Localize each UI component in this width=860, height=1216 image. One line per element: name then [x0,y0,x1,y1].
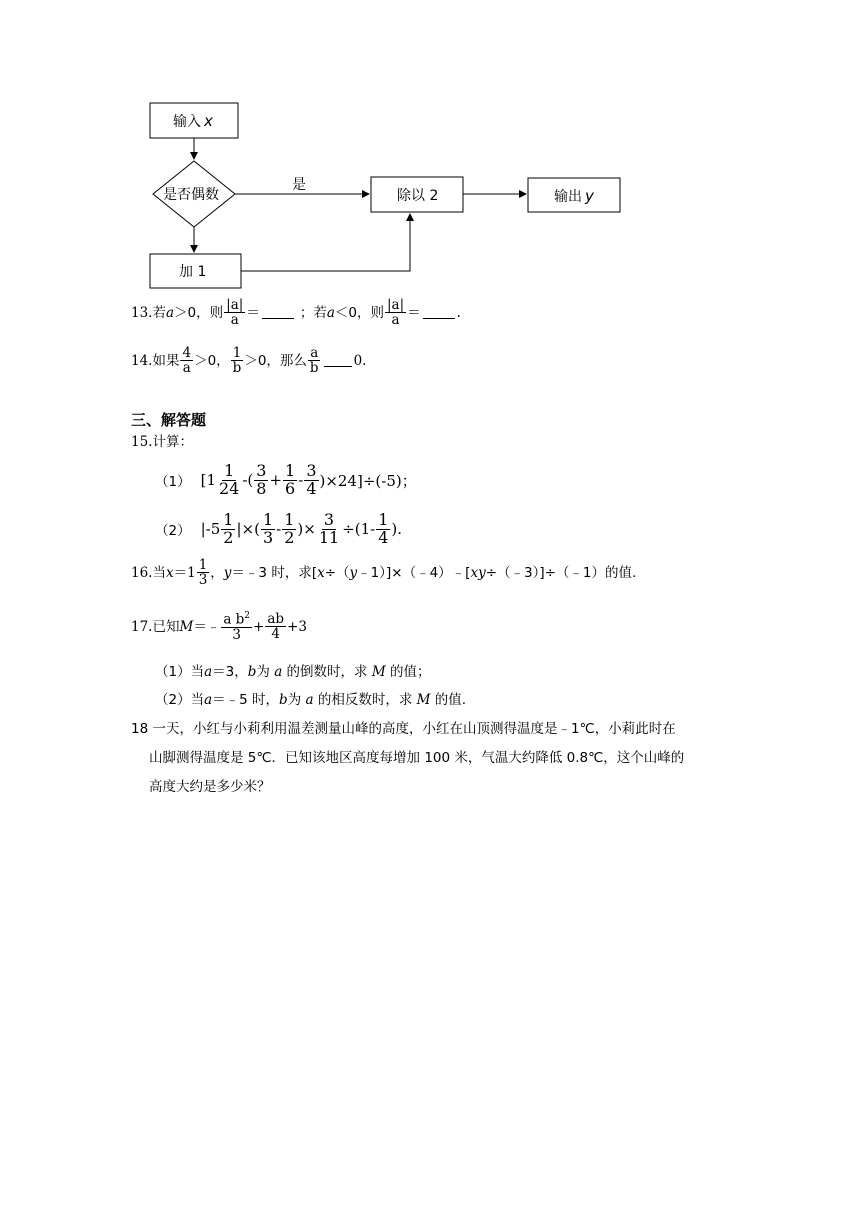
var-x: x [317,564,325,581]
add-label: 加 1 [179,264,207,280]
q16-text: ﹣1）]×（﹣4）﹣[ [357,564,471,581]
expression-2: |-5 1 2 |×( 1 3 - 1 2 )× 3 11 ÷(1- 1 4 ). [200,510,403,547]
q17-number: 17. [131,618,153,635]
fraction-abs-a-over-a: |a| a [226,297,244,329]
fraction-ab-over-4: $\frac{ab}{4}$ [267,611,285,643]
q15-label: 计算： [152,434,193,450]
question-17: 17. 已知 M ＝﹣ a $b^2$ 3 + $\frac{ab}{4}$ +3 [131,611,307,643]
q16-text: ＝﹣3 时，求[ [231,564,318,581]
q13-text: . [456,304,461,321]
q16-text: ， [210,564,224,581]
question-13 [131,298,461,327]
var-y: y [223,564,232,581]
question-15 [131,433,193,451]
q13-text: ＞0，则 [174,304,224,321]
part-label: （2） [155,523,191,540]
fraction-4-over-a: 4 a [182,345,192,377]
section-heading: 三、解答题 [131,411,207,429]
expression-1: [1 1 24 -( 3 8 + 1 6 - 3 4 )×24]÷(-5)； [200,461,417,498]
answer-blank[interactable] [324,354,352,367]
question-14 [131,346,366,375]
q14-text: 0. [353,352,367,369]
q15-part1 [155,463,417,498]
fraction-abs-a-over-a: |a| a [386,297,405,329]
q13-text: ；若 [299,304,327,321]
q18-line-2: 山脚测得温度是 5℃．已知该地区高度每增加 100 米，气温大约降低 0.8℃，这个山峰的 [149,750,685,766]
question-16 [131,558,636,587]
q15-part2 [155,512,402,547]
q17-part2: （2）当a＝﹣5 时，b为 a 的相反数时，求 M 的值. [155,692,467,708]
output-var: y [585,187,594,205]
flowchart [0,0,860,300]
q16-text: ÷（﹣3）]÷（﹣1）的值. [485,564,637,581]
input-var: x [204,112,213,130]
q17-part1: （1）当a＝3，b为 a 的倒数时，求 M 的值； [155,664,431,680]
input-label: 输入 [173,114,201,130]
q17-text: ＝﹣ [193,618,221,635]
q14-text: 如果 [152,352,180,369]
q14-number: 14. [131,352,153,369]
fraction-ab2-over-3: a $b^2$ 3 [223,611,251,643]
fraction-1-over-b: 1 b [232,345,242,377]
q14-text: ＞0，那么 [244,352,307,369]
q13-text: ＜0，则 [334,304,384,321]
q13-text: ＝ [407,304,421,321]
output-label: 输出 [554,189,582,205]
q18-line-3: 高度大约是多少米？ [149,779,271,795]
q18-line-1: 18 一天，小红与小莉利用温差测量山峰的高度，小红在山顶测得温度是﹣1℃，小莉此时在 [131,721,676,737]
fraction-1-over-3: 1 3 [198,557,208,589]
var-x: x [165,564,174,581]
q14-text: ＞0， [194,352,230,369]
q16-text: 当 [152,564,166,581]
decision-label: 是否偶数 [163,187,219,203]
q16-text: ＝1 [173,564,196,581]
var-M: M [179,618,194,635]
part-label: （1） [155,474,191,491]
yes-label: 是 [292,177,306,193]
q13-text: ＝ [246,304,260,321]
fraction-a-over-b: a b [309,345,319,377]
q17-text: +3 [287,618,307,635]
var-y: y [349,564,358,581]
q13-number: 13. [131,304,153,321]
divide-label: 除以 2 [397,188,439,204]
answer-blank[interactable] [262,306,294,319]
q17-text: 已知 [152,618,180,635]
var-xy: xy [470,564,486,581]
var-a: a [326,304,335,321]
answer-blank[interactable] [423,306,455,319]
q16-text: ÷（ [324,564,350,581]
q13-text: 若 [152,304,166,321]
q16-number: 16. [131,564,153,581]
var-a: a [165,304,175,321]
q15-number: 15. [131,434,153,450]
